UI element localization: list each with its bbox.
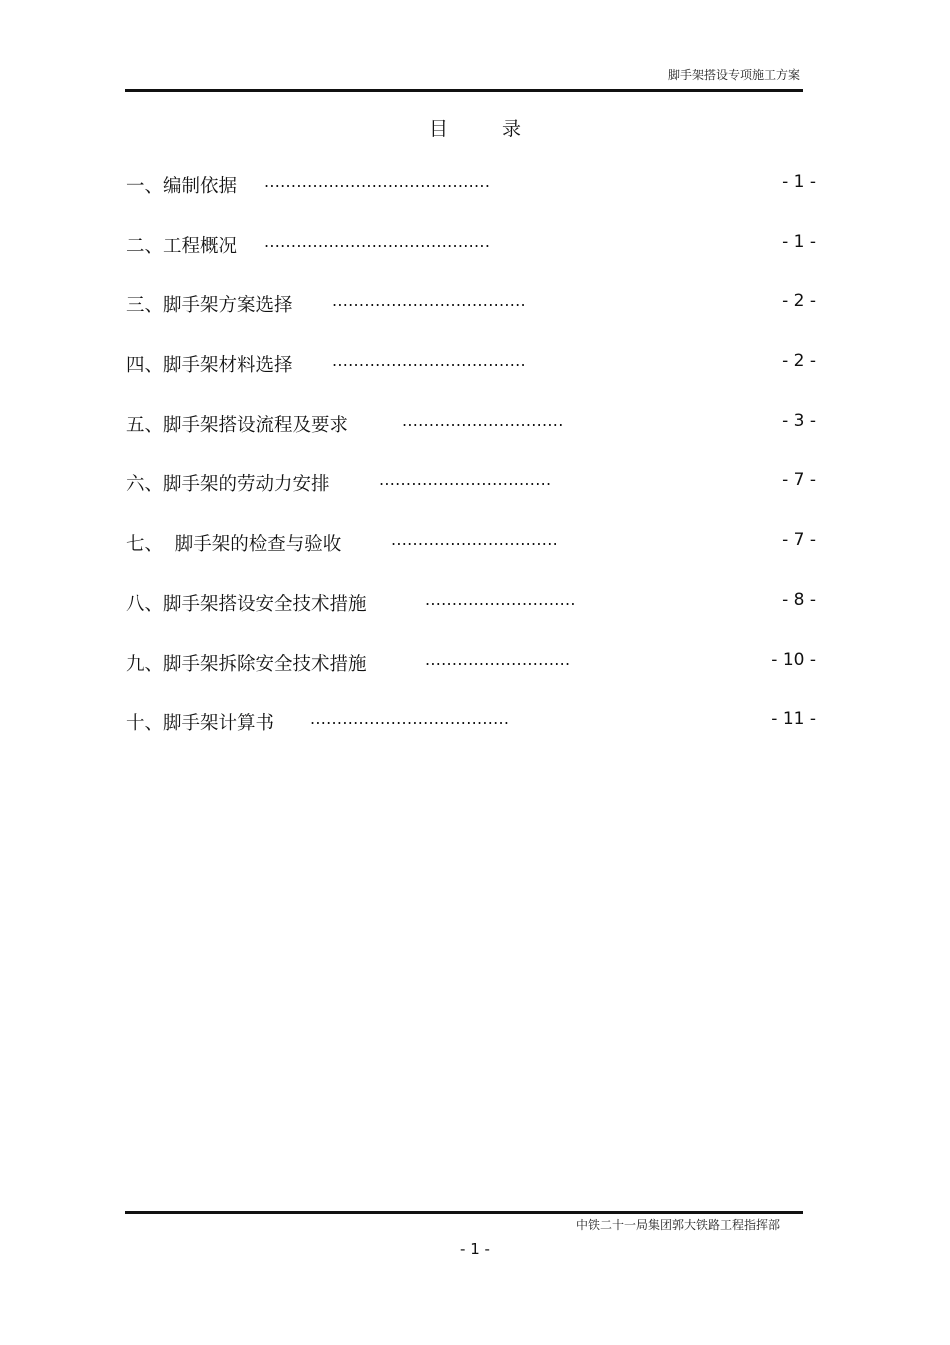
toc-entry-label: 七、 脚手架的检查与验收	[126, 534, 342, 556]
toc-entry-label: 四、脚手架材料选择	[126, 355, 293, 377]
toc-entry-page: - 1 -	[782, 172, 816, 192]
toc-leader-dots: ................................	[379, 470, 552, 490]
toc-entry[interactable]	[126, 530, 816, 590]
toc-entry[interactable]	[126, 411, 816, 471]
toc-leader-dots: ..........................................	[264, 231, 491, 251]
toc-entry[interactable]	[126, 172, 816, 232]
toc-leader-dots: ...............................	[391, 530, 558, 550]
toc-entry-page: - 7 -	[782, 530, 816, 551]
table-of-contents	[126, 172, 816, 769]
toc-entry[interactable]	[126, 650, 816, 710]
toc-entry[interactable]	[126, 470, 816, 530]
toc-entry-page: - 2 -	[782, 291, 816, 312]
toc-leader-dots: ....................................	[332, 291, 526, 311]
toc-leader-dots: ....................................	[332, 351, 526, 371]
toc-entry-label: 六、脚手架的劳动力安排	[126, 474, 330, 496]
toc-entry[interactable]	[126, 590, 816, 650]
toc-title: 目 录	[428, 118, 546, 140]
toc-entry[interactable]	[126, 232, 816, 292]
toc-leader-dots: .....................................	[310, 709, 510, 729]
toc-entry-label: 三、脚手架方案选择	[126, 295, 293, 317]
toc-leader-dots: ..........................................	[264, 172, 491, 191]
footer-organization: 中铁二十一局集团郭大铁路工程指挥部	[575, 1218, 780, 1232]
toc-entry-page: - 2 -	[782, 351, 816, 372]
toc-entry-page: - 7 -	[782, 470, 816, 491]
toc-entry[interactable]	[126, 709, 816, 769]
toc-entry-label: 五、脚手架搭设流程及要求	[126, 414, 349, 436]
header-rule	[125, 89, 803, 92]
toc-entry-page: - 11 -	[771, 709, 816, 730]
toc-leader-dots: ..............................	[402, 410, 564, 430]
toc-entry[interactable]	[126, 351, 816, 411]
toc-entry-label: 八、脚手架搭设安全技术措施	[126, 593, 367, 615]
toc-leader-dots: ...........................	[425, 649, 571, 669]
toc-entry-page: - 3 -	[782, 410, 816, 431]
toc-entry[interactable]	[126, 291, 816, 351]
footer-rule	[125, 1211, 803, 1214]
toc-entry-page: - 8 -	[782, 589, 816, 610]
toc-entry-label: 十、脚手架计算书	[126, 713, 275, 735]
toc-entry-label: 二、工程概况	[126, 235, 238, 257]
header-title: 脚手架搭设专项施工方案	[667, 68, 800, 82]
page-number: - 1 -	[460, 1240, 490, 1258]
toc-entry-page: - 10 -	[771, 649, 816, 670]
toc-entry-page: - 1 -	[782, 231, 816, 252]
toc-entry-label: 一、编制依据	[126, 176, 238, 197]
toc-leader-dots: ............................	[425, 589, 576, 609]
toc-entry-label: 九、脚手架拆除安全技术措施	[126, 653, 367, 675]
